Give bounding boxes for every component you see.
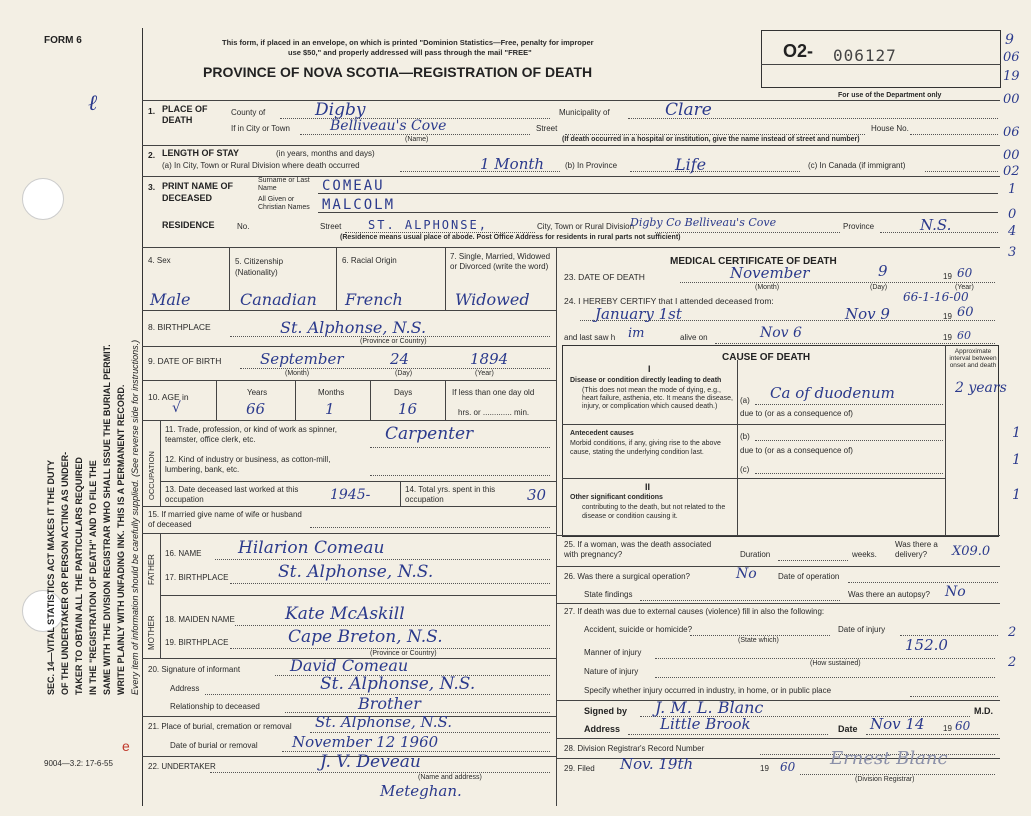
- value-injury-code: 152.0: [905, 636, 948, 654]
- value-county: Digby: [315, 100, 366, 120]
- form-number: FORM 6: [44, 35, 82, 46]
- value-dob-month: September: [260, 350, 344, 368]
- value-citizenship: Canadian: [240, 290, 317, 309]
- value-municipality: Clare: [665, 100, 712, 120]
- value-attended-year: 60: [957, 305, 974, 320]
- value-death-day: 9: [878, 262, 888, 280]
- value-surgical: No: [736, 566, 757, 582]
- value-occupation: Carpenter: [385, 424, 474, 444]
- value-interval: 2 years: [955, 380, 1007, 396]
- punch-hole-top: [22, 178, 64, 220]
- value-age-mark: √: [172, 400, 181, 416]
- mail-notice-2: use $50," and properly addressed will pass through the mail "FREE": [288, 48, 532, 57]
- value-informant: David Comeau: [290, 656, 409, 675]
- value-last-worked: 1945-: [330, 487, 371, 503]
- value-marital-status: Widowed: [455, 290, 530, 309]
- value-father-name: Hilarion Comeau: [238, 538, 385, 558]
- value-city: Belliveau's Cove: [330, 118, 447, 134]
- value-total-years: 30: [527, 486, 547, 504]
- value-alive-year: 60: [957, 329, 971, 342]
- registration-prefix: O2-: [783, 41, 814, 61]
- value-father-birthplace: St. Alphonse, N.S.: [278, 562, 434, 582]
- value-stay-province: Life: [675, 155, 707, 174]
- registration-number: 006127: [833, 46, 897, 65]
- value-age-months: 1: [325, 400, 335, 418]
- value-cause-a: Ca of duodenum: [770, 384, 895, 402]
- value-signed-by: J. M. L. Blanc: [655, 698, 764, 717]
- form-title: PROVINCE OF NOVA SCOTIA—REGISTRATION OF DEATH: [203, 64, 593, 80]
- dept-note: For use of the Department only: [838, 92, 942, 99]
- value-residence-city: Digby Co Belliveau's Cove: [630, 216, 777, 229]
- value-alive-on: Nov 6: [760, 325, 802, 341]
- value-filed-year: 60: [780, 760, 796, 774]
- value-age-days: 16: [398, 400, 418, 418]
- value-filed-date: Nov. 19th: [620, 755, 694, 773]
- value-dob-day: 24: [390, 350, 410, 368]
- value-age-years: 66: [246, 400, 266, 418]
- value-signer-address: Little Brook: [660, 715, 751, 733]
- value-surname: COMEAU: [322, 178, 385, 194]
- value-last-saw: im: [628, 326, 645, 341]
- value-attended-from: January 1st: [595, 305, 682, 323]
- mail-notice-1: This form, if placed in an envelope, on which is printed "Dominion Statistics—Free, penalty for improper: [222, 38, 594, 47]
- value-relationship: Brother: [358, 694, 421, 713]
- value-dob-year: 1894: [470, 350, 509, 368]
- value-death-year: 60: [957, 266, 973, 280]
- red-circle-mark: e: [122, 738, 130, 754]
- death-registration-form: SEC. 14—VITAL STATISTICS ACT MAKES IT THE DUTY OF THE UNDERTAKER OR PERSON ACTING AS UNDER- TAKER TO OBTAIN ALL THE PARTICULARS REQUIRED IN THE "REGISTRATION OF DEATH" AND TO FILE THE SAME WITH THE DIVISION REGISTRAR WHO SHALL ISSUE THE BURIAL PERMIT. WRITE PLAINLY WITH UNFADING INK. THIS IS A PERMANENT RECORD. Every item of information should be carefully supplied. (See reverse side for instructions.) FORM 6 ℓ 9004—3.2: 17-6-55 This form, if placed in an envelope, on which is printed "Dominion Statistics—Free, penalty for improper use $50," and properly addressed will pass through the mail "FREE" PROVINCE OF NOVA SCOTIA—REGISTRATION OF DEATH O2- 006127 For use of the Department only 9 06 19 00 06 00 02 1 0 4 3 1. PLACE OF DEATH County of Digby Municipality of Clare If in City or Town Belliveau's Cove Street House No. (Name) (If death occurred in a hospital or institution, give the name instead of street and number) 2. LENGTH OF STAY (in years, months and days) (a) In City, Town or Rural Division where death occurred 1 Month (b) In Province Life (c) In Canada (if immigrant) 3. PRINT NAME OF DECEASED Surname or Last Name All Given or Christian Names COMEAU MALCOLM RESIDENCE No. Street ST. ALPHONSE, City, Town or Rural Division Digby Co Belliveau's Cove Province N.S. (Residence means usual place of abode. Post Office Address for residents in rural parts not sufficient) 4. Sex 5. Citizenship (Nationality) 6. Racial Origin 7. Single, Married, Widowed or Divorced (write the word) Male Canadian French Widowed 8. BIRTHPLACE St. Alphonse, N.S. (Province or Country) 9. DATE OF BIRTH September 24 1894 (Month) (Day) (Year) 10. AGE in √ Years Months Days If less than one day old hrs. or ............. min. 66 1 16 OCCUPATION 11. Trade, profession, or kind of work as spinner, teamster, office clerk, etc. Carpenter 12. Kind of industry or business, as cotton-mill, lumbering, bank, etc. 13. Date deceased last worked at this occupation 1945- 14. Total yrs. spent in this occupation 30 15. If married give name of wife or husband of deceased FATHER 16. NAME Hilarion Comeau 17. BIRTHPLACE St. Alphonse, N.S. MOTHER 18. MAIDEN NAME Kate McAskill 19. BIRTHPLACE Cape Breton, N.S. (Province or Country) 20. Signature of informant David Comeau Address St. Alphonse, N.S. Relationship to deceased Brother 21. Place of burial, cremation or removal St. Alphonse, N.S. Date of burial or removal November 12 1960 22. UNDERTAKER J. V. Deveau (Name and address) Meteghan. e MEDICAL CERTIFICATE OF DEATH 23. DATE OF DEATH November 9 60 19 (Month) (Day) (Year) 24. I HEREBY CERTIFY that I attended deceased from: 66-1-16-00 January 1st Nov 9 19 60 and last saw h im alive on Nov 6 19 60 CAUSE OF DEATH Approximate interval between onset and death I Disease or condition directly leading to death (This does not mean the mode of dying, e.g., heart failure, asthenia, etc. It means the disease, injury, or complication which caused death.) (a) Ca of duodenum 2 years due to (or as a consequence of) Antecedent causes Morbid conditions, if any, giving rise to the above cause, stating the underlying condition last. (b) due to (or as a consequence of) (c) II Other significant conditions contributing to the death, but not related to the disease or condition causing it. 1 1 1 25. If a woman, was the death associated with pregnancy? Duration weeks. Was there a delivery? X09.0 26. Was there a surgical operation? No Date of operation State findings Was there an autopsy? No 27. If death was due to external causes (violence) fill in also the following: Accident, suicide or homicide? Date of injury (State which) Manner of injury 152.0 2 (How sustained) Nature of injury 2 Specify whether injury occurred in industry, in home, or in public place Signed by J. M. L. Blanc M.D. Address Little Brook Date Nov 14 19 60 28. Division Registrar's Record Number 29. Filed Nov. 19th 19 60 Ernest Blanc (Division Registrar): [0, 0, 1031, 816]
- value-residence-street: ST. ALPHONSE,: [368, 218, 488, 232]
- value-birthplace: St. Alphonse, N.S.: [280, 318, 427, 337]
- value-racial-origin: French: [345, 290, 403, 309]
- value-death-month: November: [730, 264, 810, 282]
- value-residence-province: N.S.: [920, 216, 952, 234]
- value-pregnancy-code: X09.0: [952, 544, 991, 559]
- value-autopsy: No: [945, 584, 966, 600]
- value-signed-date: Nov 14: [870, 715, 925, 733]
- value-informant-address: St. Alphonse, N.S.: [320, 674, 476, 694]
- value-mother-maiden-name: Kate McAskill: [285, 604, 405, 624]
- margin-mark: ℓ: [88, 91, 98, 116]
- value-undertaker-location: Meteghan.: [380, 782, 462, 800]
- value-undertaker: J. V. Deveau: [320, 752, 421, 772]
- value-stay-city: 1 Month: [480, 155, 545, 173]
- print-code: 9004—3.2: 17-6-55: [44, 759, 113, 768]
- value-burial-place: St. Alphonse, N.S.: [315, 713, 452, 731]
- value-attended-to: Nov 9: [845, 305, 890, 323]
- value-code-age: 66-1-16-00: [903, 290, 969, 304]
- label-place-of-death: PLACE OF DEATH: [162, 104, 208, 125]
- value-registrar-signature: Ernest Blanc: [830, 748, 948, 769]
- side-instructions: SEC. 14—VITAL STATISTICS ACT MAKES IT THE DUTY OF THE UNDERTAKER OR PERSON ACTING AS UNDER- TAKER TO OBTAIN ALL THE PARTICULARS REQUIRED IN THE "REGISTRATION OF DEATH" AND TO FILE THE SAME WITH THE DIVISION REGISTRAR WHO SHALL ISSUE THE BURIAL PERMIT. WRITE PLAINLY WITH UNFADING INK. THIS IS A PERMANENT RECORD. Every item of information should be carefully supplied. (See reverse side for instructions.): [46, 339, 140, 695]
- value-mother-birthplace: Cape Breton, N.S.: [288, 627, 443, 647]
- value-burial-date: November 12 1960: [292, 733, 439, 751]
- value-given-names: MALCOLM: [322, 197, 396, 213]
- value-signed-year: 60: [955, 719, 971, 733]
- value-sex: Male: [150, 290, 191, 309]
